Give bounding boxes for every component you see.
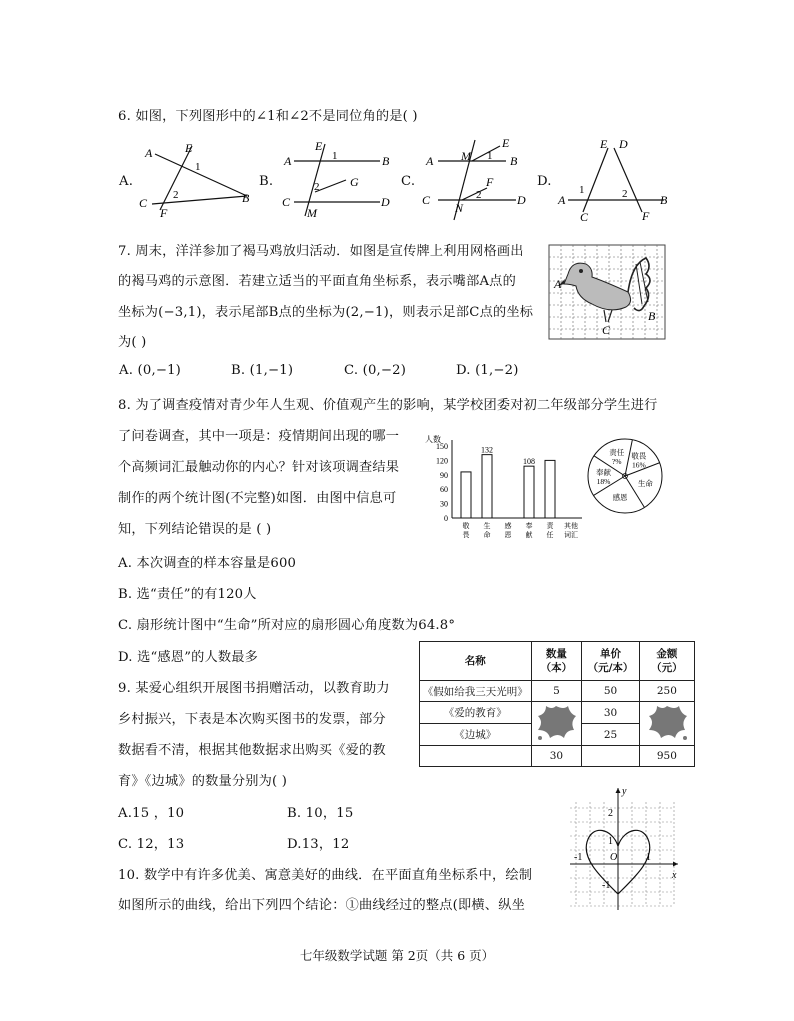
label: E [315,139,323,153]
category-label: 其他 [564,522,578,530]
q8-line-3: 个高频词汇最触动你的内心？针对该项调查结果 [118,460,400,475]
pie-slice-label: 感恩 [612,492,628,502]
label: B [648,309,656,323]
pie-slice-label: 敬畏 [631,451,647,461]
pie-slice-label: 责任 [609,448,625,458]
ink-blot-cell [531,702,582,746]
q8-line-2: 了问卷调查，其中一项是：疫情期间出现的哪一 [118,429,400,444]
q9-option-a: A.15 ，10 [118,806,185,821]
label: x [672,870,677,881]
q7-line-1: 7. 周末，洋洋参加了褐马鸡放归活动．如图是宣传牌上利用网格画出 [118,244,524,259]
header-cell: 单价 （元/本） [582,642,639,681]
bar [461,472,471,518]
category-label: 感 [504,522,512,530]
category-label: 责 [546,522,554,530]
label: N [455,201,464,215]
q8-line-5: 知，下列结论错误的是 ( ) [118,522,272,537]
bar-data-label: 108 [523,457,535,467]
pie-slice-pct: 18% [596,476,611,486]
category-label: 生 [483,522,491,530]
table-cell: 50 [582,681,639,702]
y-tick-label: 0 [444,514,448,523]
table-header-row [420,642,695,681]
q8-line-1: 8. 为了调查疫情对青少年人生观、价值观产生的影响，某学校团委对初二年级部分学生进行 [118,398,658,413]
table-cell: 250 [639,681,694,702]
label: E [502,136,510,150]
table-cell: 《爱的教育》 [420,702,532,724]
q6-option-c: C. [401,174,416,189]
q6-option-d: D. [537,174,552,189]
label: 1 [332,150,338,162]
label: M [307,206,317,220]
label: 1 [608,836,613,847]
label: 1 [646,852,651,863]
q9-line-3: 数据看不清，根据其他数据求出购买《爱的教 [118,743,386,758]
q6-stem: 6. 如图，下列图形中的∠1和∠2不是同位角的是( ) [118,109,418,124]
category-label: 敬 [462,522,470,530]
y-tick-label: 150 [436,442,448,451]
q8-option-d: D. 选“感恩”的人数最多 [118,650,259,665]
table-row [420,702,695,724]
label: -1 [574,852,583,863]
label: 1 [487,150,493,162]
label: C [422,193,431,207]
table-cell: 30 [582,702,639,724]
label: F [642,209,650,223]
bar [482,455,492,518]
table-cell: 950 [639,746,694,767]
ink-blot-cell [639,702,694,746]
header-cell: 数量 （本） [531,642,582,681]
bar-chart-ylabel: 人数 [425,435,441,444]
table-cell [582,746,639,767]
label: A [284,154,292,168]
label: D [517,193,526,207]
q8-option-b: B. 选“责任”的有120人 [118,587,257,602]
q10-line-2: 如图所示的曲线，给出下列四个结论：①曲线经过的整点(即横、纵坐 [118,898,525,913]
q6-figure-a [135,138,260,218]
label: E [600,137,608,151]
table-cell: 25 [582,724,639,746]
q7-line-2: 的褐马鸡的示意图．若建立适当的平面直角坐标系，表示嘴部A点的 [118,274,516,289]
label: A [145,146,153,160]
pie-slice-label: 奉献 [596,467,612,477]
label: B [660,193,668,207]
q8-pie-chart [586,436,664,516]
q9-line-2: 乡村振兴，下表是本次购买图书的发票，部分 [118,712,386,727]
label: 1 [579,184,585,196]
pie-slice-pct: ?% [611,457,622,467]
label: B [382,154,390,168]
label: A [554,277,562,291]
bar [545,460,555,518]
q6-figure-d [556,132,676,224]
table-cell: 《假如给我三天光明》 [420,681,532,702]
q9-option-b: B. 10，15 [287,806,354,821]
label: -1 [602,880,611,891]
pie-slice-label: 生命 [637,478,653,488]
q7-line-3: 坐标为(−3,1)，表示尾部B点的坐标为(2,−1)，则表示足部C点的坐标 [118,305,534,320]
y-tick-label: 30 [440,499,448,509]
table-row [420,681,695,702]
q6-figure-b [278,138,393,220]
invoice-table [419,641,695,767]
q9-line-4: 育》《边城》的数量分别为( ) [118,774,288,789]
q8-bar-chart [422,432,588,544]
label: C [580,210,589,224]
label: 1 [195,161,201,173]
q7-bird-grid-figure [548,244,666,340]
q7-option-b: B. (1,−1) [231,363,294,378]
label: C [139,196,148,210]
q6-option-a: A. [119,174,134,189]
label: 2 [476,189,482,201]
header-cell: 金额 （元） [639,642,694,681]
category-label: 恩 [504,531,512,539]
q6-figure-c [420,132,532,224]
category-label: 词汇 [564,531,578,539]
label: A [558,193,566,207]
category-label: 奉 [525,522,533,530]
label: B [510,154,518,168]
label: A [426,154,434,168]
label: D [619,137,628,151]
q8-option-c: C. 扇形统计图中“生命”所对应的扇形圆心角度数为64.8° [118,618,456,633]
category-label: 献 [525,531,533,539]
label: B [242,191,250,205]
q9-option-c: C. 12，13 [118,837,185,852]
page-footer: 七年级数学试题 第 2页（共 6 页） [299,948,495,963]
label: 2 [173,189,179,201]
header-cell: 名称 [420,642,532,681]
table-row [420,746,695,767]
y-tick-label: 120 [436,456,448,466]
q6-option-b: B. [259,174,274,189]
label: C [282,195,291,209]
label: 2 [622,188,628,200]
label: 2 [608,808,613,819]
table-cell: 《边城》 [420,724,532,746]
label: C [602,323,611,337]
category-label: 任 [546,531,554,539]
q9-line-1: 9. 某爱心组织开展图书捐赠活动，以教育助力 [118,681,390,696]
ink-blot-icon [645,702,689,742]
bar [524,466,534,518]
category-label: 畏 [462,531,470,539]
table-cell: 5 [531,681,582,702]
label: O [610,852,618,863]
label: F [486,175,494,189]
table-cell [420,746,532,767]
q7-option-a: A. (0,−1) [119,363,182,378]
q9-option-d: D.13，12 [287,837,350,852]
label: y [622,786,627,797]
table-cell: 30 [531,746,582,767]
label: G [350,175,359,189]
label: D [381,195,390,209]
pie-slice-pct: 16% [631,460,646,470]
q10-line-1: 10. 数学中有许多优美、寓意美好的曲线．在平面直角坐标系中，绘制 [118,868,533,883]
ink-blot-icon [534,702,578,742]
q8-line-4: 制作的两个统计图(不完整)如图．由图中信息可 [118,491,397,506]
category-label: 命 [483,531,491,539]
label: E [185,141,193,155]
q7-line-4: 为( ) [118,335,147,350]
q7-option-d: D. (1,−2) [456,363,519,378]
y-tick-label: 60 [440,485,448,495]
label: M [461,149,471,163]
label: F [160,206,168,218]
q7-option-c: C. (0,−2) [344,363,407,378]
q10-heart-curve-figure [562,784,682,914]
label: 2 [314,181,320,193]
y-tick-label: 90 [440,470,448,480]
bar-data-label: 132 [481,445,493,455]
q8-option-a: A. 本次调查的样本容量是600 [118,556,297,571]
